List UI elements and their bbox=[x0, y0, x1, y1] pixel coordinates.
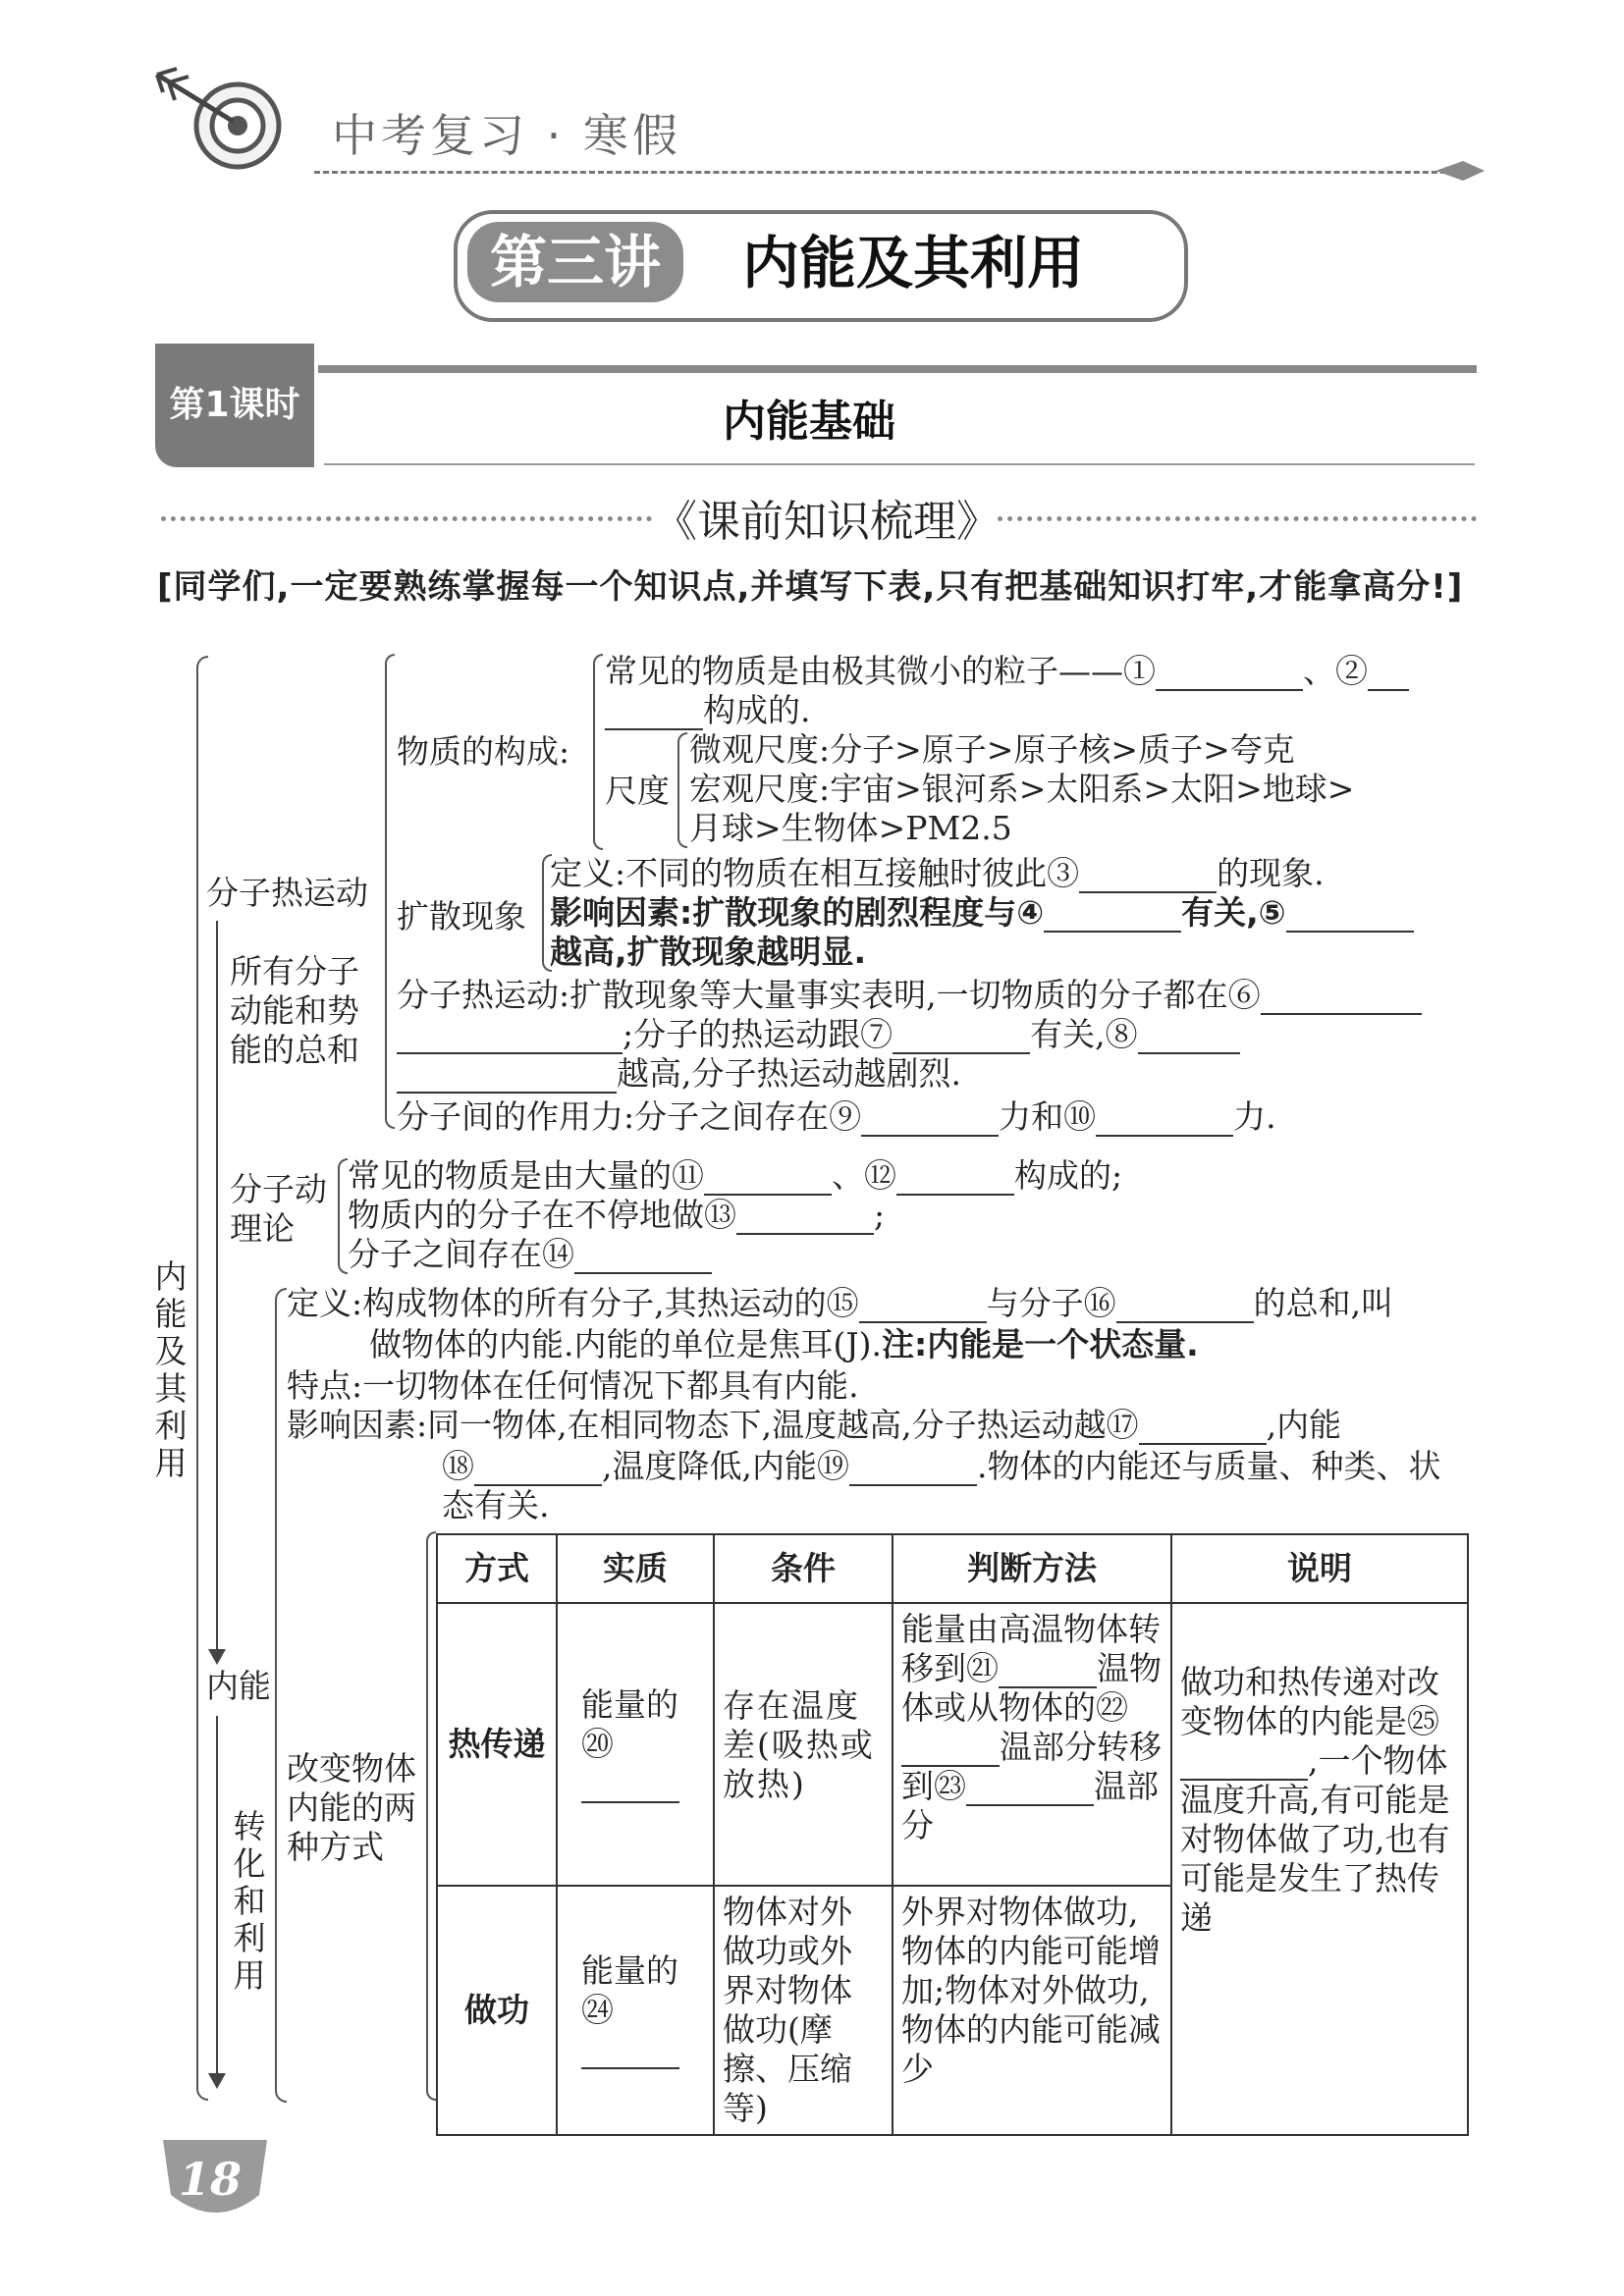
page-number: 18 bbox=[179, 2153, 243, 2206]
chapter-number: 第三讲 bbox=[467, 222, 683, 302]
change-brace bbox=[426, 1531, 436, 2101]
arrow-tip-icon bbox=[1434, 159, 1487, 183]
scale-label: 尺度 bbox=[605, 772, 670, 810]
blank-1[interactable] bbox=[1156, 660, 1303, 691]
intro-text: [同学们,一定要熟练掌握每一个知识点,并填写下表,只有把基础知识打牢,才能拿高分!] bbox=[157, 567, 1464, 607]
theory-line1c: 构成的; bbox=[1014, 1156, 1123, 1195]
branch-fenzi-reyundong: 分子热运动 bbox=[206, 874, 368, 912]
structure-line2: 构成的. bbox=[703, 691, 811, 729]
target-arrow-icon bbox=[147, 61, 295, 179]
section-dots-right bbox=[998, 516, 1477, 521]
methods-table bbox=[436, 1533, 1469, 2136]
internal-def1: 定义:构成物体的所有分子,其热运动的⑮ bbox=[287, 1284, 859, 1322]
branch-zhuanhua: 转化和利用 bbox=[233, 1807, 266, 1995]
arrow-line-2 bbox=[216, 1716, 218, 2079]
structure-label: 物质的构成: bbox=[397, 732, 570, 771]
blank-9[interactable] bbox=[861, 1105, 999, 1137]
chapter-title: 内能及其利用 bbox=[742, 230, 1085, 296]
blank-8-cont[interactable] bbox=[397, 1062, 617, 1094]
arrow-down-icon bbox=[208, 2073, 226, 2089]
table-header-row bbox=[437, 1534, 1468, 1603]
essence-cell: 能量的⑳ bbox=[557, 1603, 714, 1886]
blank-21[interactable] bbox=[999, 1657, 1097, 1688]
blank-11[interactable] bbox=[704, 1164, 832, 1196]
internal-factor2b: ,温度降低,内能⑲ bbox=[602, 1447, 849, 1485]
branch-suoyou: 所有分子动能和势能的总和 bbox=[230, 952, 359, 1069]
table-header: 说明 bbox=[1171, 1534, 1468, 1603]
judge-cell: 能量由高温物体转移到㉑ 温物体或从物体的㉒温部分转移到㉓ 温部分 bbox=[893, 1603, 1171, 1886]
blank-5[interactable] bbox=[1286, 901, 1414, 933]
mode-cell: 热传递 bbox=[437, 1603, 557, 1886]
theory-line2b: ; bbox=[874, 1196, 886, 1234]
diffusion-def-end: 的现象. bbox=[1217, 854, 1325, 892]
blank-23[interactable] bbox=[966, 1775, 1094, 1806]
main-brace bbox=[196, 656, 208, 2101]
internal-factor3: 态有关. bbox=[442, 1486, 550, 1524]
theory-line2: 物质内的分子在不停地做⑬ bbox=[348, 1196, 736, 1234]
lesson-rule-bottom bbox=[324, 463, 1475, 465]
diffusion-factor-mid: 有关,⑤ bbox=[1181, 893, 1286, 932]
section-title: 《课前知识梳理》 bbox=[654, 497, 1000, 547]
cond-cell: 存在温度差(吸热或放热) bbox=[714, 1603, 893, 1886]
blank-7[interactable] bbox=[893, 1023, 1030, 1054]
essence-cell: 能量的㉔ bbox=[557, 1886, 714, 2135]
blank-2[interactable] bbox=[1368, 660, 1409, 691]
lesson-rule-top bbox=[318, 365, 1477, 373]
diffusion-factor: 影响因素:扩散现象的剧烈程度与④ bbox=[550, 893, 1045, 932]
blank-16[interactable] bbox=[1116, 1292, 1254, 1323]
blank-6[interactable] bbox=[1261, 984, 1422, 1015]
group-brace bbox=[385, 654, 395, 1129]
diffusion-def: 定义:不同的物质在相互接触时彼此③ bbox=[550, 854, 1080, 892]
blank-17[interactable] bbox=[1139, 1414, 1267, 1445]
internal-factor1b: ,内能 bbox=[1266, 1406, 1342, 1444]
series-title: 中考复习 · 寒假 bbox=[332, 109, 681, 162]
scale-macro2: 月球>生物体>PM2.5 bbox=[689, 809, 1012, 847]
table-header: 条件 bbox=[714, 1534, 893, 1603]
blank-8[interactable] bbox=[1138, 1023, 1240, 1054]
blank-19[interactable] bbox=[849, 1455, 977, 1486]
change-label: 改变物体内能的两种方式 bbox=[287, 1749, 416, 1866]
blank-15[interactable] bbox=[859, 1292, 987, 1323]
force-line1: 分子间的作用力:分子之间存在⑨ bbox=[397, 1097, 862, 1136]
header-rule bbox=[314, 171, 1473, 174]
chapter-banner bbox=[454, 210, 1188, 322]
thermal-line3: 越高,分子热运动越剧烈. bbox=[617, 1054, 961, 1093]
scale-brace bbox=[677, 732, 687, 848]
blank-3[interactable] bbox=[1079, 862, 1217, 893]
blank-13[interactable] bbox=[736, 1203, 874, 1235]
blank-22[interactable] bbox=[901, 1735, 1000, 1767]
internal-def2-note: 注:内能是一个状态量. bbox=[881, 1325, 1199, 1363]
structure-brace bbox=[593, 654, 603, 850]
thermal-line2b: 有关,⑧ bbox=[1030, 1015, 1138, 1053]
blank-20[interactable] bbox=[581, 1772, 679, 1803]
blank-14[interactable] bbox=[574, 1243, 712, 1274]
diffusion-label: 扩散现象 bbox=[397, 897, 526, 935]
branch-fenzi-dongli: 分子动理论 bbox=[230, 1170, 327, 1248]
internal-def1c: 的总和,叫 bbox=[1253, 1284, 1394, 1322]
structure-line1b: 、② bbox=[1303, 652, 1368, 690]
internal-factor1: 影响因素:同一物体,在相同物态下,温度越高,分子热运动越⑰ bbox=[287, 1406, 1139, 1444]
blank-24[interactable] bbox=[581, 2038, 679, 2069]
theory-line1b: 、⑫ bbox=[832, 1156, 896, 1195]
internal-brace bbox=[275, 1288, 287, 2103]
branch-neng: 内能 bbox=[206, 1667, 271, 1705]
force-line1b: 力和⑩ bbox=[999, 1097, 1097, 1136]
internal-def2: 做物体的内能.内能的单位是焦耳(J). bbox=[369, 1325, 882, 1363]
judge-cell: 外界对物体做功,物体的内能可能增加;物体对外做功,物体的内能可能减少 bbox=[893, 1886, 1171, 2135]
thermal-line1: 分子热运动:扩散现象等大量事实表明,一切物质的分子都在⑥ bbox=[397, 976, 1261, 1014]
theory-line1: 常见的物质是由大量的⑪ bbox=[348, 1156, 704, 1195]
theory-brace bbox=[338, 1158, 348, 1274]
blank-25[interactable] bbox=[1180, 1749, 1308, 1781]
structure-line1: 常见的物质是由极其微小的粒子——① bbox=[605, 652, 1156, 690]
scale-micro: 微观尺度:分子>原子>原子核>质子>夸克 bbox=[689, 730, 1295, 769]
lesson-badge: 第1课时 bbox=[155, 344, 314, 467]
arrow-down-icon bbox=[208, 1649, 226, 1665]
internal-factor2c: .物体的内能还与质量、种类、状 bbox=[976, 1447, 1441, 1485]
blank-12[interactable] bbox=[896, 1164, 1014, 1196]
blank-10[interactable] bbox=[1096, 1105, 1233, 1137]
scale-macro: 宏观尺度:宇宙>银河系>太阳系>太阳>地球> bbox=[689, 770, 1355, 808]
blank-4[interactable] bbox=[1044, 901, 1181, 933]
internal-factor2: ⑱ bbox=[442, 1447, 474, 1485]
section-dots-left bbox=[161, 516, 652, 521]
internal-def1b: 与分子⑯ bbox=[986, 1284, 1116, 1322]
force-line1c: 力. bbox=[1233, 1097, 1276, 1136]
blank-2-cont[interactable] bbox=[605, 699, 703, 730]
table-header: 方式 bbox=[437, 1534, 557, 1603]
table-header: 判断方法 bbox=[893, 1534, 1171, 1603]
table-row bbox=[437, 1603, 1468, 1886]
left-vertical-title: 内能及其利用 bbox=[154, 1257, 188, 1482]
cond-cell: 物体对外做功或外界对物体做功(摩擦、压缩等) bbox=[714, 1886, 893, 2135]
theory-line3: 分子之间存在⑭ bbox=[348, 1235, 574, 1273]
blank-18[interactable] bbox=[474, 1455, 602, 1486]
lesson-title: 内能基础 bbox=[723, 397, 895, 447]
diffusion-factor2: 越高,扩散现象越明显. bbox=[550, 933, 867, 971]
thermal-line2: ;分子的热运动跟⑦ bbox=[623, 1015, 893, 1053]
mode-cell: 做功 bbox=[437, 1886, 557, 2135]
arrow-line-1 bbox=[216, 921, 218, 1657]
internal-feature: 特点:一切物体在任何情况下都具有内能. bbox=[287, 1366, 859, 1405]
blank-6-cont[interactable] bbox=[397, 1023, 623, 1054]
table-header: 实质 bbox=[557, 1534, 714, 1603]
note-cell: 做功和热传递对改变物体的内能是㉕,一个物体温度升高,有可能是对物体做了功,也有可能是发生了热传递 bbox=[1171, 1603, 1468, 2135]
